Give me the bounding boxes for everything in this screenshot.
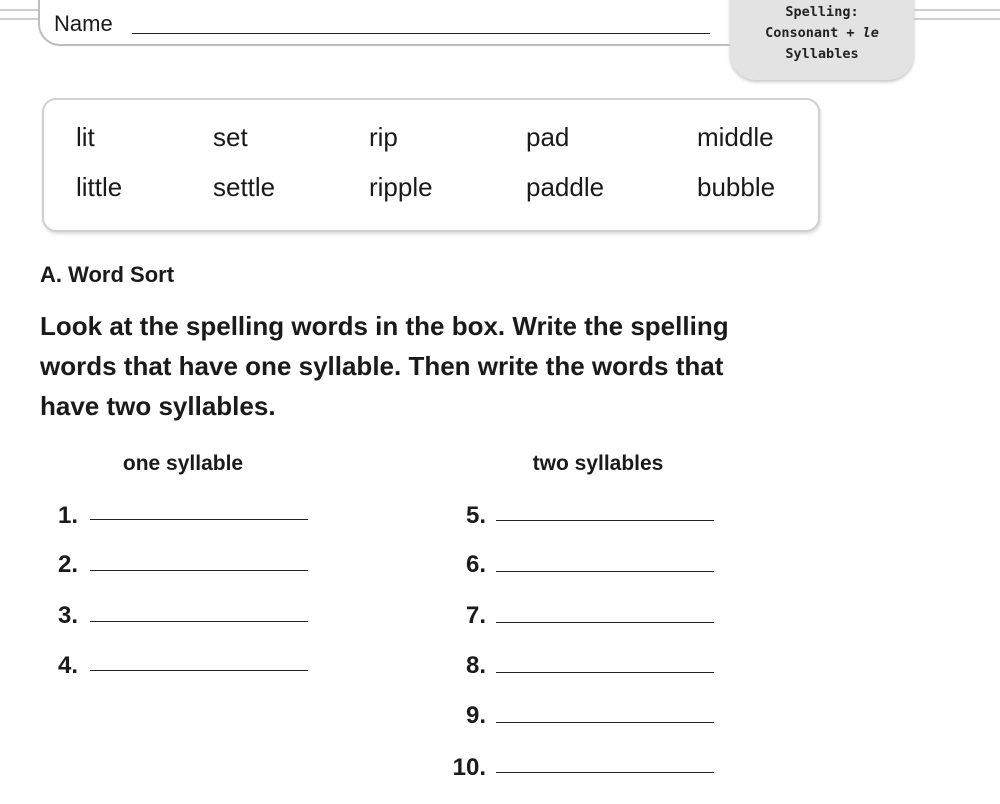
answer-number-9: 9.	[465, 702, 486, 729]
name-label: Name	[54, 11, 113, 36]
word-lit: lit	[76, 122, 95, 152]
answer-number-1: 1.	[57, 502, 78, 529]
lesson-tab-line-3: Syllables	[785, 46, 859, 62]
answer-number-4: 4.	[57, 652, 78, 679]
directions	[40, 306, 840, 426]
word-set: set	[213, 122, 248, 152]
answer-number-2: 2.	[57, 551, 78, 578]
answer-line-8[interactable]	[496, 672, 714, 673]
answer-line-6[interactable]	[496, 571, 714, 572]
word-bubble: bubble	[697, 172, 776, 202]
section-title: A. Word Sort	[40, 262, 175, 287]
answer-line-4[interactable]	[90, 670, 308, 671]
answer-line-9[interactable]	[496, 722, 714, 723]
two-syllables-heading: two syllables	[532, 452, 664, 475]
lesson-tab-line-1: Spelling:	[785, 4, 859, 20]
lesson-tab	[730, 0, 914, 80]
answer-line-5[interactable]	[496, 520, 714, 521]
name-field-line[interactable]	[132, 33, 710, 34]
directions-line-1: Look at the spelling words in the box. Write the spelling	[40, 311, 729, 341]
answer-number-10: 10.	[452, 754, 486, 781]
answer-line-3[interactable]	[90, 621, 308, 622]
answer-line-2[interactable]	[90, 570, 308, 571]
answer-line-7[interactable]	[496, 622, 714, 623]
word-little: little	[76, 172, 123, 202]
word-settle: settle	[213, 172, 276, 202]
answer-number-3: 3.	[57, 602, 78, 629]
answer-line-1[interactable]	[90, 519, 308, 520]
directions-line-2: words that have one syllable. Then write the words that	[40, 351, 724, 381]
directions-line-3: have two syllables.	[40, 391, 276, 421]
answer-number-5: 5.	[465, 502, 486, 529]
word-pad: pad	[526, 122, 570, 152]
header-rule-right	[910, 9, 1000, 20]
word-ripple: ripple	[369, 172, 433, 202]
one-syllable-heading: one syllable	[122, 452, 244, 475]
answer-number-7: 7.	[465, 602, 486, 629]
word-paddle: paddle	[526, 172, 605, 202]
header-rule-left	[0, 9, 40, 20]
answer-number-8: 8.	[465, 652, 486, 679]
answer-number-6: 6.	[465, 551, 486, 578]
spelling-word-box	[42, 98, 820, 232]
lesson-tab-line-2: Consonant + le	[765, 25, 879, 41]
word-middle: middle	[697, 122, 774, 152]
name-bar	[38, 0, 752, 46]
word-rip: rip	[369, 122, 398, 152]
answer-line-10[interactable]	[496, 772, 714, 773]
